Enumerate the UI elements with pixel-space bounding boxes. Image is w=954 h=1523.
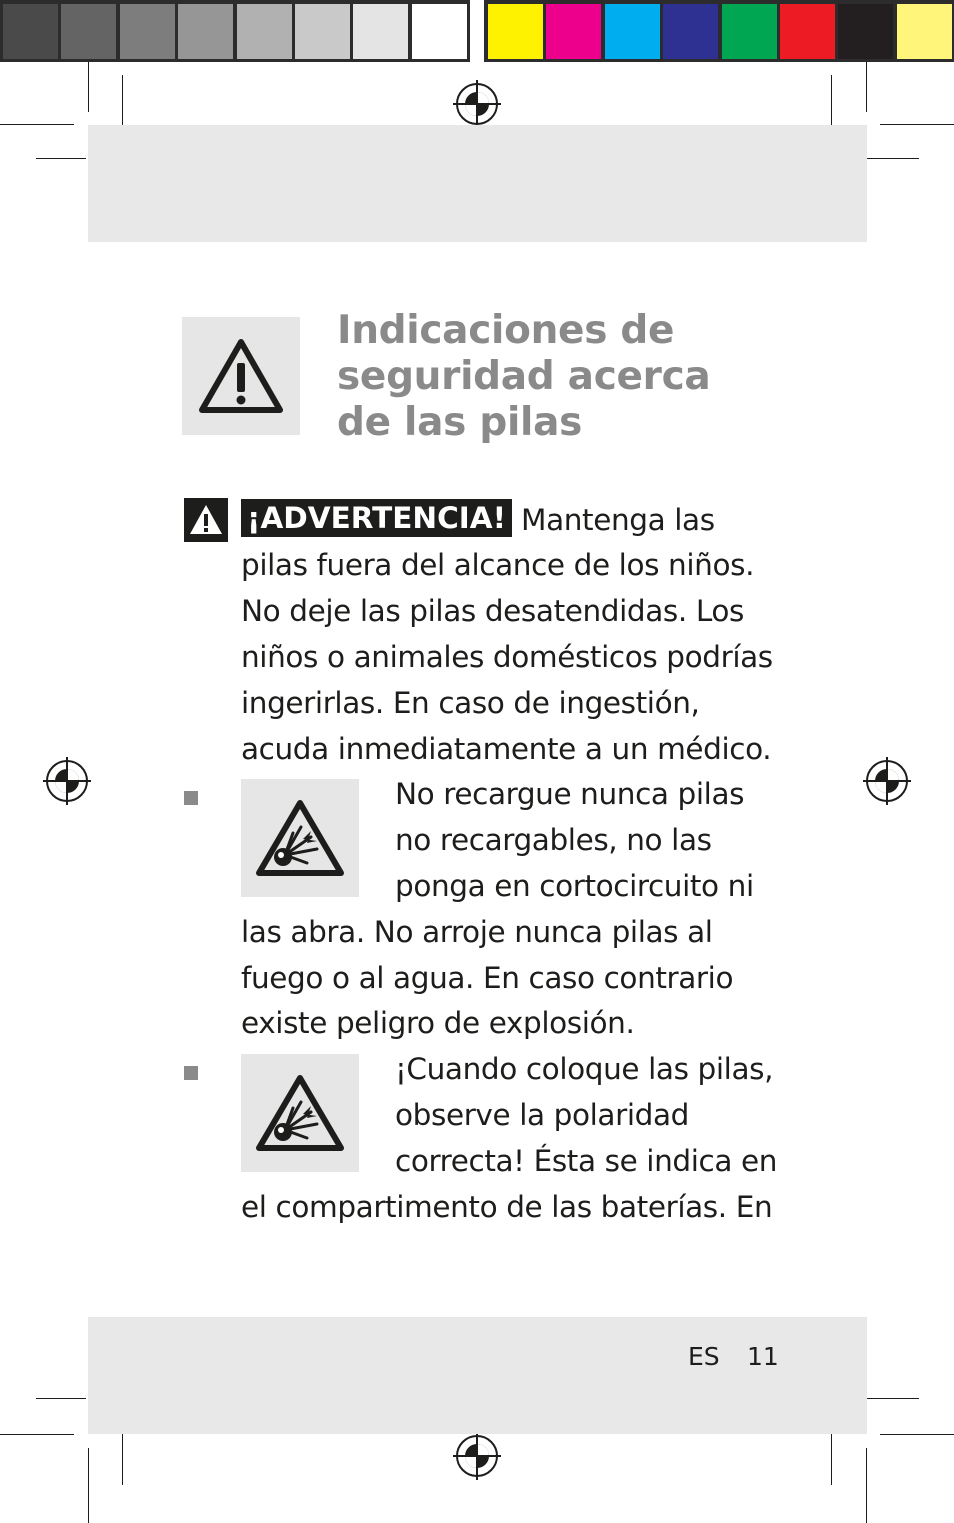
gray-swatch [3, 4, 58, 59]
page-number: 11 [747, 1342, 779, 1371]
gray-swatch [412, 4, 467, 59]
explosion-warning-icon [241, 1054, 359, 1172]
color-swatch [605, 4, 660, 59]
color-swatch [722, 4, 777, 59]
footer-band [88, 1317, 867, 1434]
explosion-warning-icon [241, 779, 359, 897]
warning-text: Mantenga las [521, 503, 715, 537]
section-title-line: seguridad acerca [337, 354, 711, 399]
explosion-icon-box [241, 779, 359, 897]
section-title-line: Indicaciones de [337, 308, 675, 353]
gray-swatch [61, 4, 116, 59]
footer-language: ES [688, 1342, 720, 1371]
registration-mark-icon [863, 757, 911, 805]
section-title-line: de las pilas [337, 400, 583, 445]
section-title [337, 308, 777, 446]
color-swatch [780, 4, 835, 59]
list-bullet [184, 1066, 198, 1080]
gray-swatch [353, 4, 408, 59]
gray-swatch [178, 4, 233, 59]
registration-mark-icon [453, 1432, 501, 1480]
color-swatch [488, 4, 543, 59]
item2-text-line: el compartimento de las baterías. En [241, 1190, 773, 1224]
registration-mark-icon [453, 80, 501, 128]
gray-swatch [237, 4, 292, 59]
list-bullet [184, 791, 198, 805]
item2-text-line: observe la polaridad [395, 1098, 689, 1132]
item1-text-line: las abra. No arroje nunca pilas al [241, 915, 713, 949]
warning-text-line: pilas fuera del alcance de los niños. [241, 548, 755, 582]
warning-text-line: ingerirlas. En caso de ingestión, [241, 686, 700, 720]
warning-text-line: niños o animales domésticos podrías [241, 640, 773, 674]
header-band [88, 125, 867, 242]
gray-swatch [120, 4, 175, 59]
item2-text-line: correcta! Ésta se indica en [395, 1144, 778, 1178]
warning-triangle-icon [182, 317, 300, 435]
explosion-icon-box [241, 1054, 359, 1172]
warning-text-line: No deje las pilas desatendidas. Los [241, 594, 744, 628]
warning-text-line: acuda inmediatamente a un médico. [241, 732, 772, 766]
color-swatch [546, 4, 601, 59]
warning-label: ¡ADVERTENCIA! [241, 499, 512, 537]
color-swatch [663, 4, 718, 59]
item1-text-line: ponga en cortocircuito ni [395, 869, 754, 903]
section-icon-box [182, 317, 300, 435]
item1-text-line: no recargables, no las [395, 823, 712, 857]
item1-text-line: fuego o al agua. En caso contrario [241, 961, 734, 995]
warning-triangle-small-icon [184, 498, 228, 542]
gray-swatch [295, 4, 350, 59]
registration-mark-icon [43, 757, 91, 805]
item1-text-line: No recargue nunca pilas [395, 777, 745, 811]
color-swatch [897, 4, 952, 59]
warning-first-line [241, 497, 715, 543]
item1-text-line: existe peligro de explosión. [241, 1006, 635, 1040]
color-swatch [838, 4, 893, 59]
item2-text-line: ¡Cuando coloque las pilas, [395, 1052, 774, 1086]
